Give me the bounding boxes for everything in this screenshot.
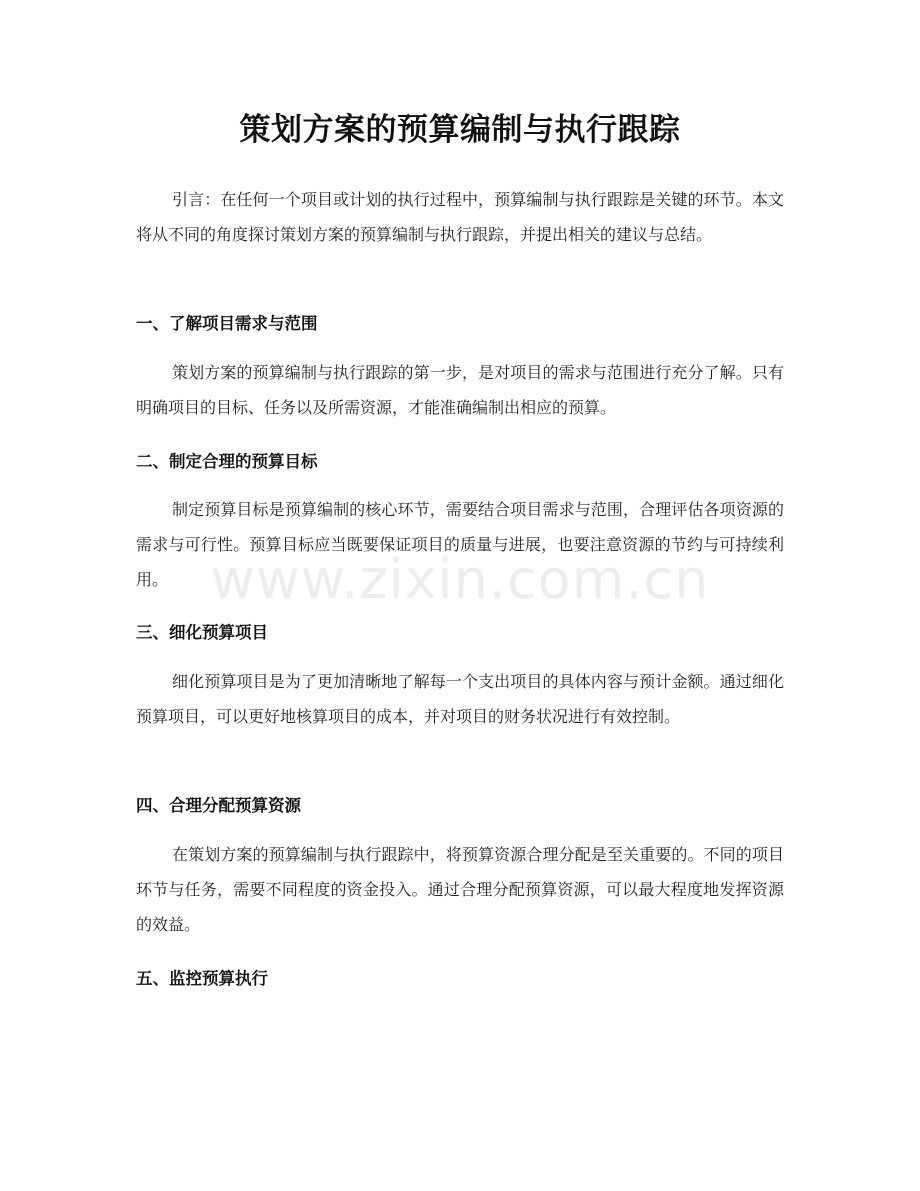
page-title: 策划方案的预算编制与执行跟踪 [239,112,681,148]
section-heading-5: 五、监控预算执行 [136,969,268,988]
section-body-4: 在策划方案的预算编制与执行跟踪中，将预算资源合理分配是至关重要的。不同的项目环节与任务，需要不同程度的资金投入。通过合理分配预算资源，可以最大程度地发挥资源的效益。 [136,845,784,934]
watermark: www.zixin.com.cn [210,548,710,611]
section-heading-3: 三、细化预算项目 [136,623,268,642]
section-heading-4: 四、合理分配预算资源 [136,796,301,815]
section-body-1: 策划方案的预算编制与执行跟踪的第一步，是对项目的需求与范围进行充分了解。只有明确项目的目标、任务以及所需资源，才能准确编制出相应的预算。 [136,363,784,417]
section-heading-2: 二、制定合理的预算目标 [136,452,318,471]
section-body-3: 细化预算项目是为了更加清晰地了解每一个支出项目的具体内容与预计金额。通过细化预算项目，可以更好地核算项目的成本，并对项目的财务状况进行有效控制。 [136,672,784,726]
section-heading-1: 一、了解项目需求与范围 [136,314,318,333]
section-body-2: 制定预算目标是预算编制的核心环节，需要结合项目需求与范围，合理评估各项资源的需求与可行性。预算目标应当既要保证项目的质量与进展，也要注意资源的节约与可持续利用。 [136,500,784,589]
intro-paragraph: 引言：在任何一个项目或计划的执行过程中，预算编制与执行跟踪是关键的环节。本文将从不同的角度探讨策划方案的预算编制与执行跟踪，并提出相关的建议与总结。 [136,190,784,244]
